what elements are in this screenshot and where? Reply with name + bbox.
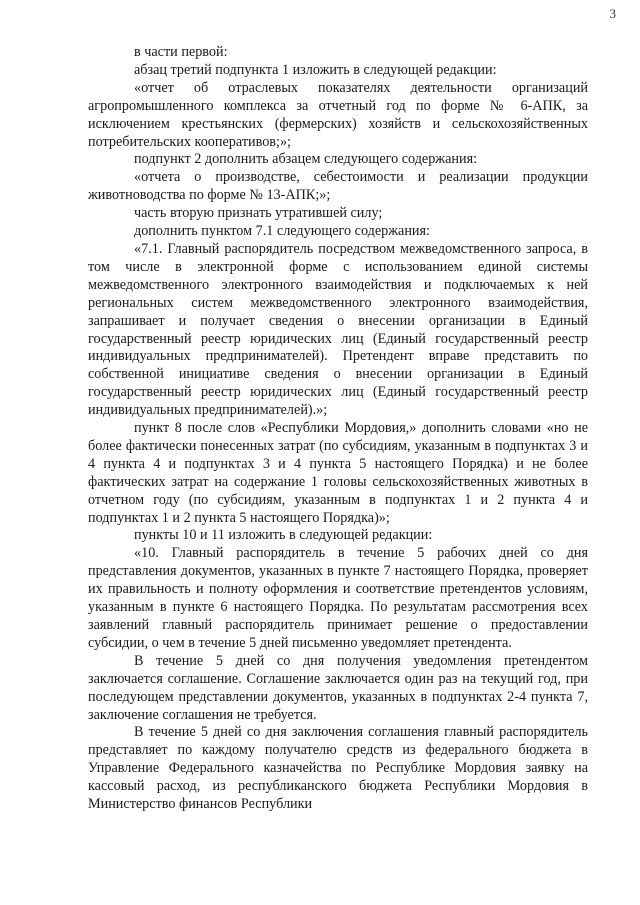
paragraph: «отчет об отраслевых показателях деятельности организаций агропромышленного комплекса за отчетный год по форме № 6-АПК, за исключением крестьянских (фермерских) хозяйств и сельскохозяйственных потребительских кооперативов;»; (88, 79, 588, 150)
paragraph: «отчета о производстве, себестоимости и реализации продукции животноводства по форме № 13-АПК;»; (88, 169, 588, 204)
document-body (88, 44, 588, 814)
paragraph: часть вторую признать утратившей силу; (134, 205, 383, 222)
paragraph: «10. Главный распорядитель в течение 5 рабочих дней со дня представления документов, указанных в пункте 7 настоящего Порядка, проверяет их правильность и полноту оформления и соответствие претендентов условиям, указанным в пункте 6 настоящего Порядка. По результатам рассмотрения всех заявлений главный распорядитель принимает решение о предоставлении субсидии, о чем в течение 5 дней письменно уведомляет претендента. (88, 545, 588, 651)
paragraph: пункты 10 и 11 изложить в следующей редакции: (134, 527, 433, 544)
paragraph: абзац третий подпункта 1 изложить в следующей редакции: (134, 61, 497, 78)
paragraph: в части первой: (134, 44, 228, 60)
paragraph: подпункт 2 дополнить абзацем следующего содержания: (134, 151, 478, 168)
paragraph: В течение 5 дней со дня получения уведомления претендентом заключается соглашение. Соглашение заключается один раз на текущий год, при последующем представлении документов, указанных в подпунктах 2-4 пункта 7, заключение соглашения не требуется. (88, 652, 588, 723)
page-number: 3 (609, 6, 616, 21)
paragraph: дополнить пунктом 7.1 следующего содержания: (134, 223, 430, 240)
paragraph: пункт 8 после слов «Республики Мордовия,» дополнить словами «но не более фактически понесенных затрат (по субсидиям, указанным в подпунктах 3 и 4 пункта 4 и подпунктах 3 и 4 пункта 5 настоящего Порядка) и не более фактических затрат на содержание 1 головы сельскохозяйственных животных в отчетном году (по субсидиям, указанным в подпунктах 1 и 2 пункта 4 и подпунктах 1 и 2 пункта 5 настоящего Порядка)»; (88, 420, 588, 526)
paragraph: В течение 5 дней со дня заключения соглашения главный распорядитель представляет по каждому получателю средств из федерального бюджета в Управление Федерального казначейства по Республике Мордовия заявку на кассовый расход, из республиканского бюджета Республики Мордовия в Министерство финансов Республики (88, 724, 588, 813)
paragraph: «7.1. Главный распорядитель посредством межведомственного запроса, в том числе в электронной форме с использованием единой системы межведомственного электронного взаимодействия и подключаемых к ней региональных систем межведомственного электронного взаимодействия, запрашивает и получает сведения о внесении организации в Единый государственный реестр юридических лиц (Единый государственный реестр индивидуальных предпринимателей). Претендент вправе представить по собственной инициативе сведения о внесении организации в Единый государственный реестр юридических лиц (Единый государственный реестр индивидуальных предпринимателей).»; (88, 240, 588, 419)
